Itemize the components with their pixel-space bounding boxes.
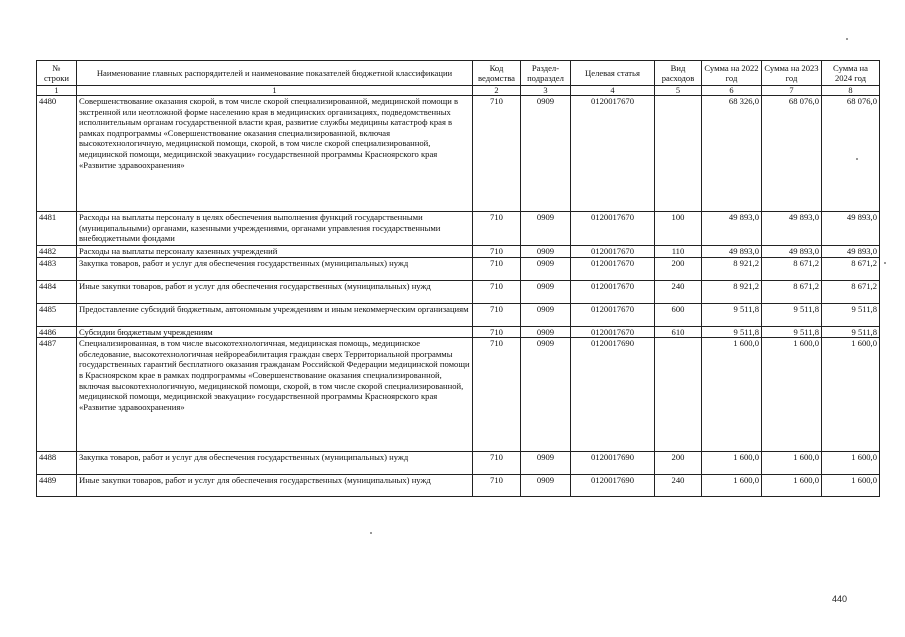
header-dept-code: Код ведомства [473,61,521,86]
row-dept-code: 710 [473,475,521,497]
column-number: 3 [521,86,571,96]
table-body [37,96,880,497]
row-sum-2024: 1 600,0 [822,338,880,452]
row-name: Иные закупки товаров, работ и услуг для обеспечения государственных (муниципальных) нужд [77,475,473,497]
row-dept-code: 710 [473,303,521,326]
row-name: Закупка товаров, работ и услуг для обеспечения государственных (муниципальных) нужд [77,257,473,280]
table-row [37,212,880,246]
row-number: 4483 [37,257,77,280]
row-target-article: 0120017670 [571,96,655,212]
row-name: Предоставление субсидий бюджетным, автономным учреждениям и иным некоммерческим организациям [77,303,473,326]
row-sum-2023: 9 511,8 [762,303,822,326]
page-number: 440 [832,594,848,604]
header-sum-2023: Сумма на 2023 год [762,61,822,86]
row-name: Иные закупки товаров, работ и услуг для обеспечения государственных (муниципальных) нужд [77,280,473,303]
row-sum-2023: 8 671,2 [762,280,822,303]
column-number: 7 [762,86,822,96]
header-name: Наименование главных распорядителей и наименование показателей бюджетной классификации [77,61,473,86]
scan-speck [856,158,858,160]
row-sum-2022: 49 893,0 [702,246,762,258]
row-sum-2023: 68 076,0 [762,96,822,212]
row-sum-2022: 68 326,0 [702,96,762,212]
row-sum-2024: 49 893,0 [822,246,880,258]
table-row [37,280,880,303]
row-section: 0909 [521,475,571,497]
header-target-article: Целевая статья [571,61,655,86]
header-row-number: № строки [37,61,77,86]
row-sum-2023: 49 893,0 [762,246,822,258]
row-dept-code: 710 [473,326,521,338]
row-section: 0909 [521,246,571,258]
column-number: 4 [571,86,655,96]
row-number: 4485 [37,303,77,326]
row-name: Закупка товаров, работ и услуг для обеспечения государственных (муниципальных) нужд [77,452,473,475]
row-sum-2022: 8 921,2 [702,257,762,280]
row-number: 4480 [37,96,77,212]
table-row [37,326,880,338]
row-sum-2022: 1 600,0 [702,475,762,497]
row-number: 4487 [37,338,77,452]
table-row [37,246,880,258]
column-number: 6 [702,86,762,96]
row-section: 0909 [521,452,571,475]
header-expense-type: Вид расходов [655,61,702,86]
row-section: 0909 [521,257,571,280]
column-number: 1 [37,86,77,96]
table-row [37,338,880,452]
row-dept-code: 710 [473,280,521,303]
row-expense-type [655,338,702,452]
header-section: Раздел-подраздел [521,61,571,86]
table-row [37,257,880,280]
scan-speck [370,532,372,534]
row-expense-type: 600 [655,303,702,326]
row-name: Специализированная, в том числе высокотехнологичная, медицинская помощь, медицинское обследование, высокотехнологичная нейрореабилитация граждан сверх Территориальной программы государственных гарантий бесплатного оказания гражданам Российской Федерации медицинской помощи в Красноярском крае в рамках подпрограммы «Совершенствование оказания специализированной, включая высокотехнологичную, медицинской помощи, скорой, в том числе скорой специализированной, медицинской помощи, медицинской эвакуации» государственной программы Красноярского края «Развитие здравоохранения» [77,338,473,452]
row-number: 4481 [37,212,77,246]
row-target-article: 0120017670 [571,257,655,280]
row-section: 0909 [521,326,571,338]
budget-sheet [36,60,879,497]
row-sum-2023: 1 600,0 [762,452,822,475]
row-sum-2024: 1 600,0 [822,452,880,475]
row-target-article: 0120017670 [571,303,655,326]
row-sum-2022: 1 600,0 [702,338,762,452]
row-expense-type: 200 [655,257,702,280]
row-target-article: 0120017670 [571,212,655,246]
table-row [37,475,880,497]
row-number: 4489 [37,475,77,497]
row-number: 4484 [37,280,77,303]
row-dept-code: 710 [473,212,521,246]
scan-speck [846,38,848,40]
row-sum-2022: 8 921,2 [702,280,762,303]
column-number: 1 [77,86,473,96]
row-target-article: 0120017690 [571,338,655,452]
row-sum-2024: 68 076,0 [822,96,880,212]
row-number: 4482 [37,246,77,258]
row-expense-type: 240 [655,280,702,303]
row-sum-2023: 1 600,0 [762,338,822,452]
column-number: 5 [655,86,702,96]
row-section: 0909 [521,338,571,452]
row-target-article: 0120017690 [571,475,655,497]
row-expense-type: 110 [655,246,702,258]
column-number: 2 [473,86,521,96]
row-sum-2024: 49 893,0 [822,212,880,246]
header-sum-2024: Сумма на 2024 год [822,61,880,86]
row-sum-2024: 9 511,8 [822,326,880,338]
row-expense-type: 240 [655,475,702,497]
row-expense-type [655,96,702,212]
row-name: Субсидии бюджетным учреждениям [77,326,473,338]
table-row [37,303,880,326]
row-sum-2022: 9 511,8 [702,303,762,326]
row-section: 0909 [521,212,571,246]
row-expense-type: 200 [655,452,702,475]
row-target-article: 0120017670 [571,326,655,338]
row-sum-2024: 8 671,2 [822,257,880,280]
row-sum-2023: 1 600,0 [762,475,822,497]
table-row [37,96,880,212]
row-section: 0909 [521,96,571,212]
row-number: 4486 [37,326,77,338]
row-dept-code: 710 [473,452,521,475]
row-sum-2024: 9 511,8 [822,303,880,326]
row-target-article: 0120017670 [571,280,655,303]
scan-speck [884,262,886,264]
row-target-article: 0120017690 [571,452,655,475]
row-expense-type: 610 [655,326,702,338]
row-sum-2023: 49 893,0 [762,212,822,246]
row-name: Расходы на выплаты персоналу казенных учреждений [77,246,473,258]
row-dept-code: 710 [473,246,521,258]
row-section: 0909 [521,303,571,326]
row-sum-2023: 8 671,2 [762,257,822,280]
table-row [37,452,880,475]
row-expense-type: 100 [655,212,702,246]
row-target-article: 0120017670 [571,246,655,258]
row-sum-2022: 1 600,0 [702,452,762,475]
budget-table [36,60,880,497]
row-dept-code: 710 [473,96,521,212]
row-section: 0909 [521,280,571,303]
row-number: 4488 [37,452,77,475]
row-name: Совершенствование оказания скорой, в том числе скорой специализированной, медицинской помощи в экстренной или неотложной форме населению края в медицинских организациях, подведомственных исполнительным органам государственной власти края, развитие службы медицины катастроф края в рамках подпрограммы «Совершенствование оказания специализированной, включая высокотехнологичную, медицинской помощи, скорой, в том числе скорой специализированной, медицинской помощи, медицинской эвакуации» государственной программы Красноярского края «Развитие здравоохранения» [77,96,473,212]
header-sum-2022: Сумма на 2022 год [702,61,762,86]
row-sum-2024: 1 600,0 [822,475,880,497]
column-number: 8 [822,86,880,96]
row-sum-2024: 8 671,2 [822,280,880,303]
row-dept-code: 710 [473,338,521,452]
row-sum-2022: 49 893,0 [702,212,762,246]
row-sum-2023: 9 511,8 [762,326,822,338]
row-dept-code: 710 [473,257,521,280]
row-sum-2022: 9 511,8 [702,326,762,338]
row-name: Расходы на выплаты персоналу в целях обеспечения выполнения функций государственными (муниципальными) органами, казенными учреждениями, органами управления государственными внебюджетными фондами [77,212,473,246]
